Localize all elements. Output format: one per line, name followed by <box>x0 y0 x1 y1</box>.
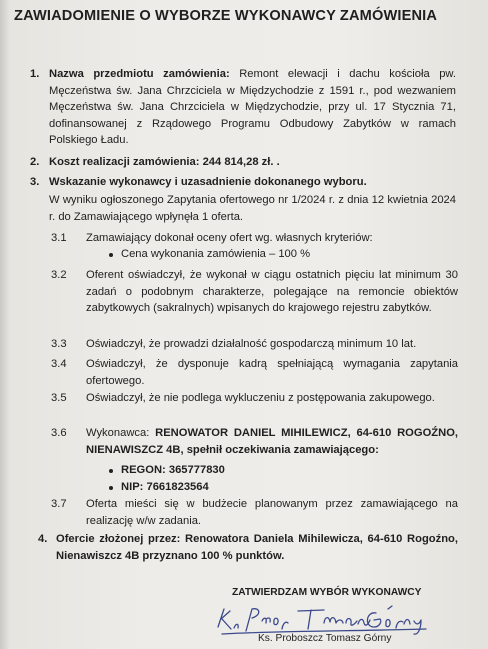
item-2-label: Koszt realizacji zamówienia: 244 814,28 zł. . <box>49 156 280 168</box>
sub-3-3-number: 3.3 <box>51 338 67 350</box>
sub-3-4-text: Oświadczył, że dysponuje kadrą spełniającą wymagania zapytania ofertowego. <box>86 358 458 387</box>
handwritten-signature <box>212 601 452 637</box>
sub-3-6-number: 3.6 <box>51 427 67 439</box>
sub-3-5-text: Oświadczył, że nie podlega wykluczeniu z postępowania zakupowego. <box>86 392 435 404</box>
bullet-icon <box>109 469 113 473</box>
sub-3-1-text: Zamawiający dokonał oceny ofert wg. własnych kryteriów: <box>86 232 373 244</box>
item-1-number: 1. <box>30 68 40 80</box>
sub-3-7-text: Oferta mieści się w budżecie planowanym przez zamawiającego na realizację w/w zadania. <box>86 498 458 527</box>
document-title: ZAWIADOMIENIE O WYBORZE WYKONAWCY ZAMÓWIENIA <box>14 8 438 24</box>
page-shadow <box>0 0 10 649</box>
signer-name: Ks. Proboszcz Tomasz Górny <box>258 633 392 644</box>
item-3-intro: W wyniku ogłoszonego Zapytania ofertowego nr 1/2024 r. z dnia 12 kwietnia 2024 r. do Zamawiającego wpłynęła 1 oferta. <box>49 194 456 223</box>
bullet-icon <box>109 253 113 257</box>
approval-statement: ZATWIERDZAM WYBÓR WYKONAWCY <box>232 587 422 598</box>
item-1-text <box>49 66 456 149</box>
item-1-label: Nazwa przedmiotu zamówienia: <box>49 68 230 80</box>
sub-3-5-number: 3.5 <box>51 392 67 404</box>
item-4-text: Ofercie złożonej przez: Renowatora Daniela Mihilewicza, 64-610 Rogoźno, Nienawiszcz 4B przyznano 100 % punktów. <box>56 533 458 562</box>
sub-3-2-text: Oferent oświadczył, że wykonał w ciągu ostatnich pięciu lat minimum 30 zadań o podobnym charakterze, polegające na remoncie obiektów zabytkowych (sakralnych) wpisanych do krajowego rejestru zabytków. <box>86 269 458 315</box>
item-2-number: 2. <box>30 156 40 168</box>
sub-3-1-number: 3.1 <box>51 232 67 244</box>
item-1-body: Remont elewacji i dachu kościoła pw. Męczeństwa św. Jana Chrzciciela w Międzychodzie z 1591 r., pod wezwaniem Męczeństwa św. Jana Chrzciciela w Międzychodzie, przy ul. 17 Stycznia 71, dofinansowanej z Rządowego Programu Odbudowy Zabytków w ramach Polskiego Ładu. <box>49 68 457 147</box>
nip-text: NIP: 7661823564 <box>121 481 209 493</box>
bullet-icon <box>109 486 113 490</box>
criterion-text: Cena wykonania zamówienia – 100 % <box>121 248 311 260</box>
regon-text: REGON: 365777830 <box>121 464 225 476</box>
item-3-number: 3. <box>30 176 40 188</box>
sub-3-2-number: 3.2 <box>51 269 67 281</box>
sub-3-3-text: Oświadczył, że prowadzi działalność gospodarczą minimum 10 lat. <box>86 338 417 350</box>
wykonawca-label: Wykonawca: <box>86 427 150 439</box>
item-4-number: 4. <box>38 533 48 545</box>
sub-3-7-number: 3.7 <box>51 498 67 510</box>
sub-3-6-text <box>86 425 458 458</box>
item-3-label: Wskazanie wykonawcy i uzasadnienie dokonanego wyboru. <box>49 176 367 188</box>
wykonawca-details: RENOWATOR DANIEL MIHILEWICZ, 64-610 ROGOŹNO, NIENAWISZCZ 4B, spełnił oczekiwania zamawiającego: <box>86 427 459 456</box>
sub-3-4-number: 3.4 <box>51 358 67 370</box>
